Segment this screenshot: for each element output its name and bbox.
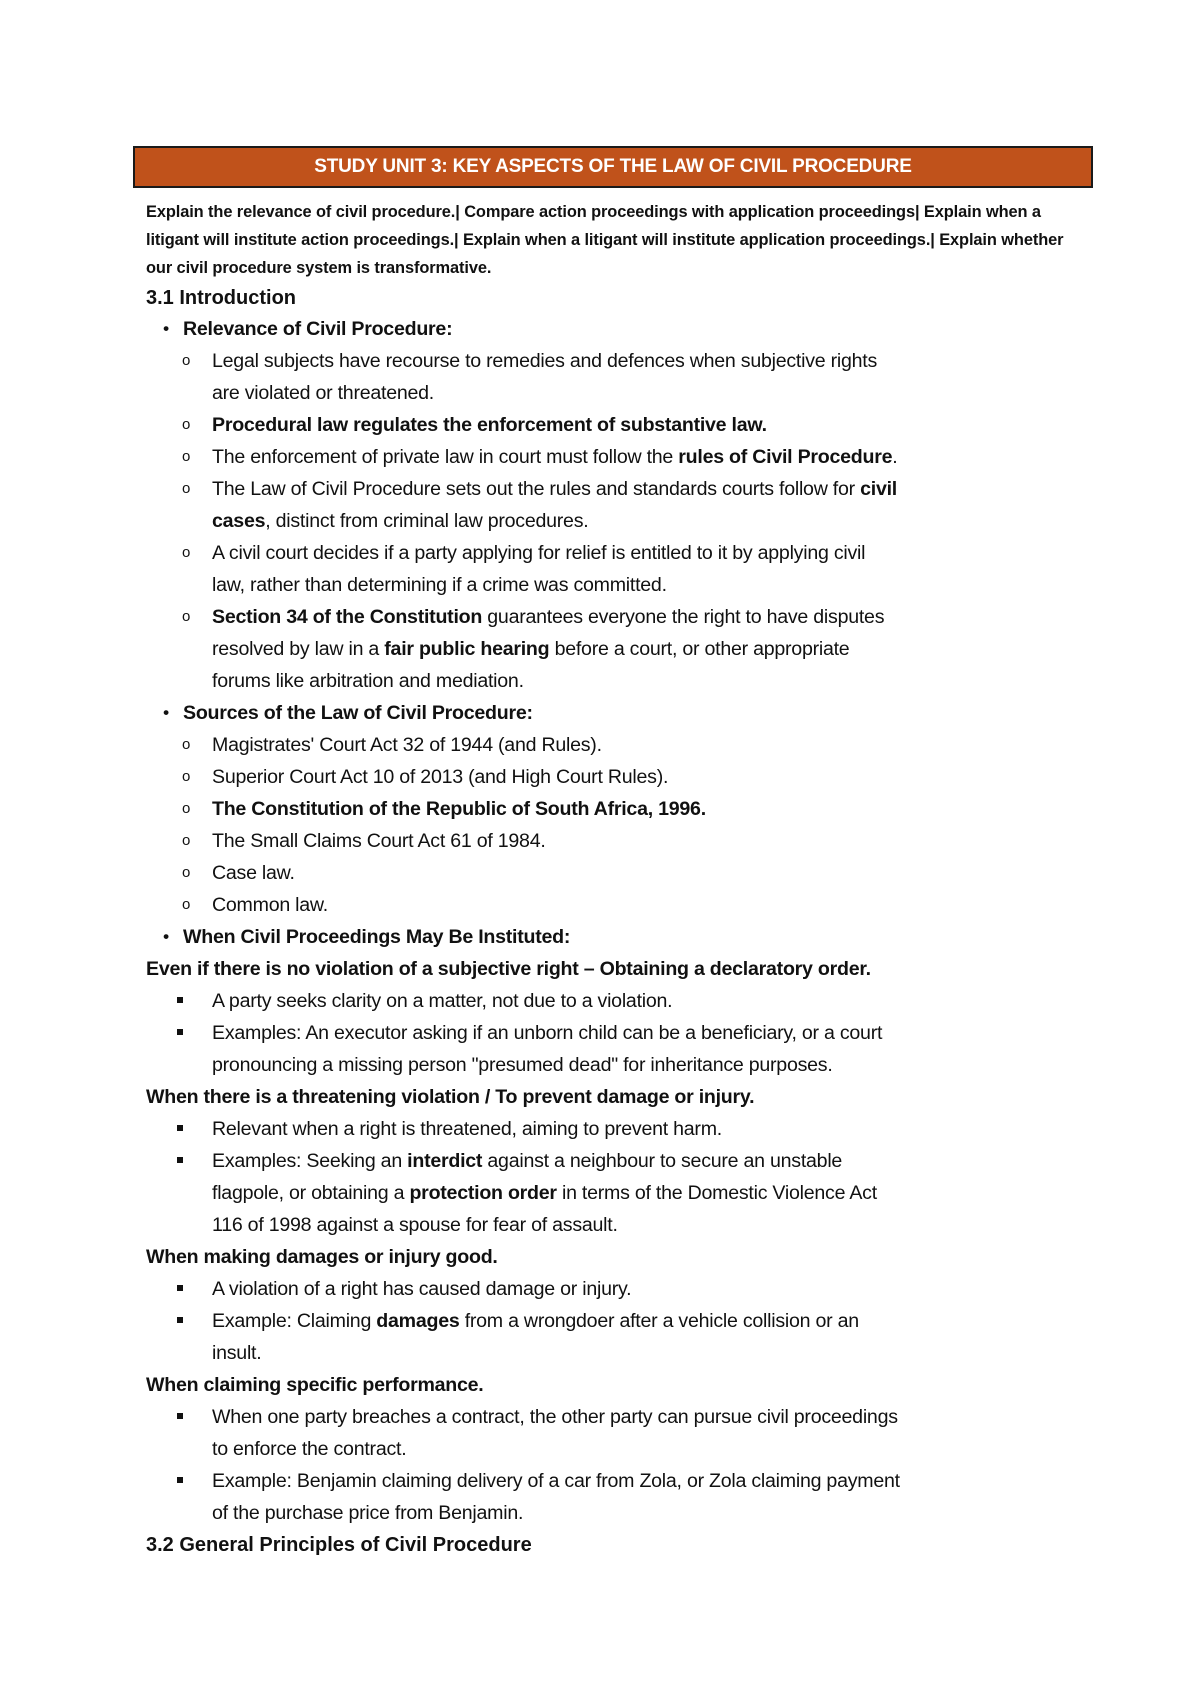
list-item: o Section 34 of the Constitution guarantees everyone the right to have disputes [146,601,1081,633]
circle-bullet-icon: o [181,480,191,497]
circle-bullet-icon: o [181,352,191,369]
sub-heading: When there is a threatening violation / To prevent damage or injury. [146,1086,755,1108]
learning-objectives: Explain the relevance of civil procedure.| Compare action proceedings with application proceedings| Explain when a litigant will institute action proceedings.| Explain when a litigant will institute application proceedings.| Explain whether our civil procedure system is transformative. [146,203,1064,277]
bullet-heading-relevance: • Relevance of Civil Procedure: [146,313,1081,345]
list-item: o The enforcement of private law in court must follow the rules of Civil Procedure. [146,441,1081,473]
bullet-icon: • [163,319,169,338]
document-content [146,146,1081,1560]
square-bullet-icon [177,1125,183,1131]
circle-bullet-icon: o [181,544,191,561]
list-item-continuation: flagpole, or obtaining a protection order in terms of the Domestic Violence Act [212,1182,877,1204]
list-item: o Superior Court Act 10 of 2013 (and High Court Rules). [146,761,1081,793]
bullet-heading-when: • When Civil Proceedings May Be Instituted: [146,921,1081,953]
bullet-icon: • [163,703,169,722]
unit-title-banner: STUDY UNIT 3: KEY ASPECTS OF THE LAW OF CIVIL PROCEDURE [133,146,1093,188]
circle-bullet-icon: o [181,864,191,881]
list-item: Example: Benjamin claiming delivery of a car from Zola, or Zola claiming payment [146,1465,1081,1497]
list-item: o The Constitution of the Republic of South Africa, 1996. [146,793,1081,825]
list-item-continuation: law, rather than determining if a crime was committed. [212,574,667,596]
list-item: o Common law. [146,889,1081,921]
list-item: o Magistrates' Court Act 32 of 1944 (and Rules). [146,729,1081,761]
section-heading-introduction: 3.1 Introduction [146,287,296,309]
square-bullet-icon [177,1317,183,1323]
list-item-continuation: resolved by law in a fair public hearing before a court, or other appropriate [212,638,850,660]
square-bullet-icon [177,997,183,1003]
sub-heading: When making damages or injury good. [146,1246,498,1268]
list-item-continuation: are violated or threatened. [212,382,434,404]
list-item: A party seeks clarity on a matter, not due to a violation. [146,985,1081,1017]
list-item-continuation: forums like arbitration and mediation. [212,670,524,692]
circle-bullet-icon: o [181,896,191,913]
square-bullet-icon [177,1285,183,1291]
sub-heading: Even if there is no violation of a subjective right – Obtaining a declaratory order. [146,958,871,980]
square-bullet-icon [177,1157,183,1163]
list-item-continuation: to enforce the contract. [212,1438,407,1460]
circle-bullet-icon: o [181,608,191,625]
list-item: A violation of a right has caused damage or injury. [146,1273,1081,1305]
list-item-continuation: insult. [212,1342,262,1364]
section-heading-general-principles: 3.2 General Principles of Civil Procedure [146,1534,532,1556]
square-bullet-icon [177,1413,183,1419]
bullet-heading-sources: • Sources of the Law of Civil Procedure: [146,697,1081,729]
circle-bullet-icon: o [181,416,191,433]
list-item-continuation: pronouncing a missing person "presumed dead" for inheritance purposes. [212,1054,833,1076]
circle-bullet-icon: o [181,832,191,849]
list-item: o Procedural law regulates the enforcement of substantive law. [146,409,1081,441]
list-item: When one party breaches a contract, the other party can pursue civil proceedings [146,1401,1081,1433]
list-item: Example: Claiming damages from a wrongdoer after a vehicle collision or an [146,1305,1081,1337]
list-item: Examples: Seeking an interdict against a neighbour to secure an unstable [146,1145,1081,1177]
sub-heading: When claiming specific performance. [146,1374,484,1396]
circle-bullet-icon: o [181,736,191,753]
circle-bullet-icon: o [181,768,191,785]
list-item: o Legal subjects have recourse to remedies and defences when subjective rights [146,345,1081,377]
circle-bullet-icon: o [181,800,191,817]
list-item: o A civil court decides if a party applying for relief is entitled to it by applying civil [146,537,1081,569]
list-item: Relevant when a right is threatened, aiming to prevent harm. [146,1113,1081,1145]
list-item: o The Small Claims Court Act 61 of 1984. [146,825,1081,857]
list-item-continuation: of the purchase price from Benjamin. [212,1502,524,1524]
list-item: o The Law of Civil Procedure sets out the rules and standards courts follow for civil [146,473,1081,505]
circle-bullet-icon: o [181,448,191,465]
list-item: o Case law. [146,857,1081,889]
bullet-icon: • [163,927,169,946]
list-item-continuation: 116 of 1998 against a spouse for fear of assault. [212,1214,618,1236]
list-item: Examples: An executor asking if an unborn child can be a beneficiary, or a court [146,1017,1081,1049]
list-item-continuation: cases, distinct from criminal law procedures. [212,510,589,532]
square-bullet-icon [177,1477,183,1483]
square-bullet-icon [177,1029,183,1035]
